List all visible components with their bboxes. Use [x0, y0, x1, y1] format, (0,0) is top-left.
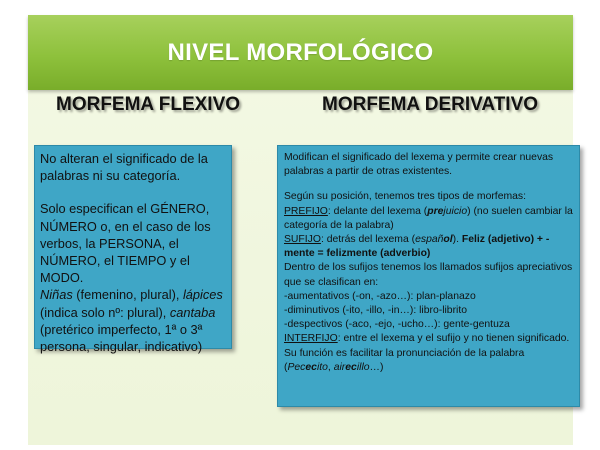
despectivos-line: -despectivos (-aco, -ejo, -ucho…): gente-gentuza	[284, 319, 510, 331]
slide-title: NIVEL MORFOLÓGICO	[167, 38, 434, 66]
interfix-highlight: ec	[305, 361, 317, 373]
example-note: (pretérico imperfecto, 1ª o 3ª persona, singular, indicativo)	[40, 321, 203, 355]
interfijo-line: INTERFIJO: entre el lexema y el sufijo y no tienen significado. Su función es facilitar la pronunciación de la palabra (Pececito, airecillo…)	[284, 333, 570, 373]
flexivo-examples	[40, 286, 226, 355]
derivativo-intro: Modifican el significado del lexema y permite crear nuevas palabras a partir de otras existentes.	[284, 152, 554, 178]
heading-morfema-flexivo: MORFEMA FLEXIVO	[56, 94, 241, 115]
example-note: (femenino, plural),	[72, 287, 183, 303]
flexivo-box	[34, 145, 232, 355]
example-note: (indica solo nº: plural),	[40, 304, 170, 320]
diminutivos-line: -diminutivos (-ito, -illo, -in…): libro-librito	[284, 305, 468, 317]
sufijo-example: Feliz (adjetivo) + -mente = felizmente (adverbio)	[284, 234, 550, 260]
title-bar	[28, 15, 573, 90]
prefijo-label: PREFIJO	[284, 205, 328, 217]
suffix-highlight: ol	[443, 234, 453, 246]
interfix-highlight: ec	[345, 361, 357, 373]
sufijo-label: SUFIJO	[284, 234, 321, 246]
flexivo-intro: No alteran el significado de la palabras ni su categoría.	[40, 151, 208, 184]
heading-morfema-derivativo: MORFEMA DERIVATIVO	[322, 94, 539, 115]
derivativo-types: Según su posición, tenemos tres tipos de morfemas:	[284, 191, 526, 203]
example-word: lápices	[182, 287, 223, 303]
interfijo-label: INTERFIJO	[284, 333, 338, 345]
aumentativos-line: -aumentativos (-on, -azo…): plan-planazo	[284, 290, 476, 302]
sufijo-line: SUFIJO: detrás del lexema (español). Feliz (adjetivo) + -mente = felizmente (adverbio)	[284, 234, 550, 260]
derivativo-box	[277, 145, 580, 407]
flexivo-specify: Solo especifican el GÉNERO, NÚMERO o, en el caso de los verbos, la PERSONA, el NÚMERO, el TIEMPO y el MODO.	[40, 201, 211, 286]
prefijo-line: PREFIJO: delante del lexema (prejuicio) (no suelen cambiar la categoría de la palabra)	[284, 205, 573, 231]
apreciativos-line: Dentro de los sufijos tenemos los llamados sufijos apreciativos que se clasifican en:	[284, 262, 573, 288]
prefix-highlight: pre	[427, 205, 444, 217]
example-word: cantaba	[169, 304, 216, 320]
example-word: Niñas	[40, 287, 73, 303]
